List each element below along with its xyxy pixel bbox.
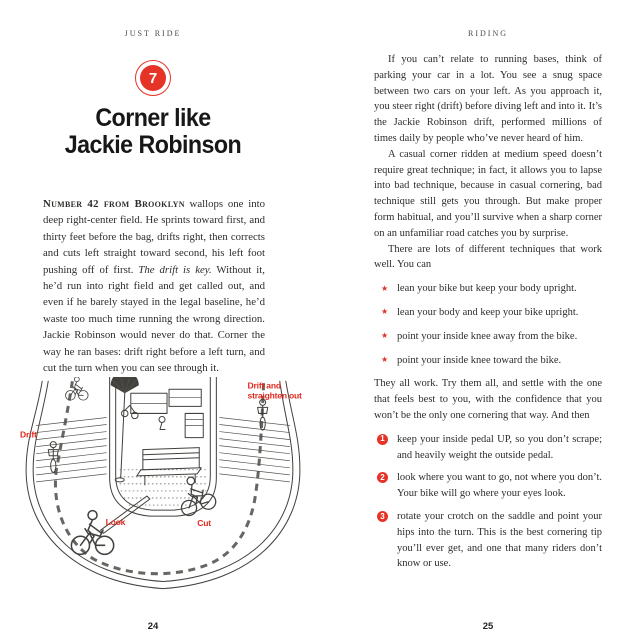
left-page-number: 24 — [147, 621, 159, 632]
star-bullet-icon: ★ — [381, 307, 389, 317]
paragraph-casual-corner: A casual corner ridden at medium speed doesn’t require great technique; in fact, it allows you to lapse into bad technique, because in casual cornering, bad technique still gets you through. But make proper form habitual, and you’ll survive when a sharp corner on an unfamiliar road catches you by surprise. — [374, 148, 602, 239]
list-item — [374, 432, 602, 464]
numbered-bullet-1: 1 — [377, 434, 388, 445]
bullet-text: point your inside knee toward the bike. — [397, 354, 562, 366]
cornering-diagram-svg — [12, 377, 314, 619]
chapter-title-line1: Corner like — [95, 104, 211, 132]
star-bullet-icon: ★ — [381, 355, 389, 365]
lamp-post — [111, 377, 139, 482]
list-item — [374, 470, 602, 502]
paragraph-parking: If you can’t relate to running bases, think of parking your car in a lot. You see a snug space between two cars on your left. As you approach it, you steer right (drift) before diving left and into it. It’s the Jackie Robinson drift, performed millions of times daily by people who’ve never heard of him. — [374, 54, 602, 144]
numbered-bullet-3: 3 — [377, 511, 388, 522]
left-running-head: JUST RIDE — [124, 29, 182, 38]
lead-in-small-caps: Number 42 from Brooklyn — [43, 198, 185, 210]
list-item — [374, 509, 602, 572]
chapter-number-badge — [43, 60, 263, 96]
park-bench — [137, 448, 201, 485]
label-drift: Drift — [20, 429, 37, 440]
bullet-text: lean your body and keep your bike upright. — [397, 306, 579, 318]
kiosk — [185, 413, 203, 437]
label-drift-straighten-1: Drift and — [247, 380, 281, 391]
numbered-bullet-2: 2 — [377, 472, 388, 483]
opening-text-1: wallops one into deep right-center field. He sprints toward first, and thirty feet before the bag, drifts right, then corrects and cuts left straight toward second, his left foot pushing off of first. — [43, 198, 265, 276]
paragraph-techniques-intro: There are lots of different techniques that work well. You can — [374, 243, 602, 271]
right-crosswalk — [219, 417, 289, 481]
opening-text-2: Without it, he’d run into right field and get called out, and even if he barely stayed in the legal baseline, he’d waste too much time running the wrong direction. Jackie Robinson would never do that. Corner the way he ran bases: drift right before a left turn, and cut the turn when you can see through it. — [43, 263, 266, 375]
list-item — [374, 305, 602, 321]
tip-text: keep your inside pedal UP, so you don’t scrape; and heavily weight the outside pedal. — [397, 433, 602, 461]
chapter-badge-ring — [135, 60, 171, 96]
tip-text: look where you want to go, not where you don’t. Your bike will go where your eyes look. — [397, 472, 602, 500]
chapter-number: 7 — [140, 65, 166, 91]
cyclist-drifting — [48, 442, 58, 473]
picnic-tables — [131, 389, 201, 429]
bullet-text: point your inside knee away from the bike. — [397, 330, 578, 342]
cornering-diagram — [12, 377, 314, 619]
bullet-text: lean your bike but keep your body upright. — [397, 283, 577, 295]
left-page-body — [43, 196, 265, 376]
label-look: Look — [105, 517, 126, 528]
riding-line-arrows — [55, 381, 263, 573]
star-bullet-icon: ★ — [381, 331, 389, 341]
label-cut: Cut — [197, 518, 211, 529]
chapter-title — [23, 105, 283, 159]
right-running-head: RIDING — [468, 29, 508, 38]
list-item — [374, 353, 602, 369]
opening-paragraph — [43, 196, 265, 376]
technique-bullet-list — [374, 281, 602, 368]
list-item — [374, 329, 602, 345]
outer-curb-inner-line — [33, 381, 293, 581]
label-drift-straighten-2: straighten out — [247, 390, 302, 401]
list-item — [374, 281, 602, 297]
star-bullet-icon: ★ — [381, 283, 389, 293]
look-pointer — [101, 496, 150, 533]
paragraph-they-all-work: They all work. Try them all, and settle with the one that feels best to you, with the confidence that you won’t be the only one cornering that way. And then — [374, 378, 602, 421]
left-crosswalk — [36, 417, 106, 481]
right-page-number: 25 — [482, 621, 494, 632]
chapter-title-line2: Jackie Robinson — [64, 131, 242, 159]
right-page-body — [374, 52, 602, 579]
tip-text: rotate your crotch on the saddle and point your hips into the turn. This is the best cornering tip you’ll ever get, and one that many riders don’t know or use. — [397, 510, 602, 570]
cornering-tips-list — [374, 432, 602, 572]
opening-italic-phrase: The drift is key. — [138, 263, 212, 276]
